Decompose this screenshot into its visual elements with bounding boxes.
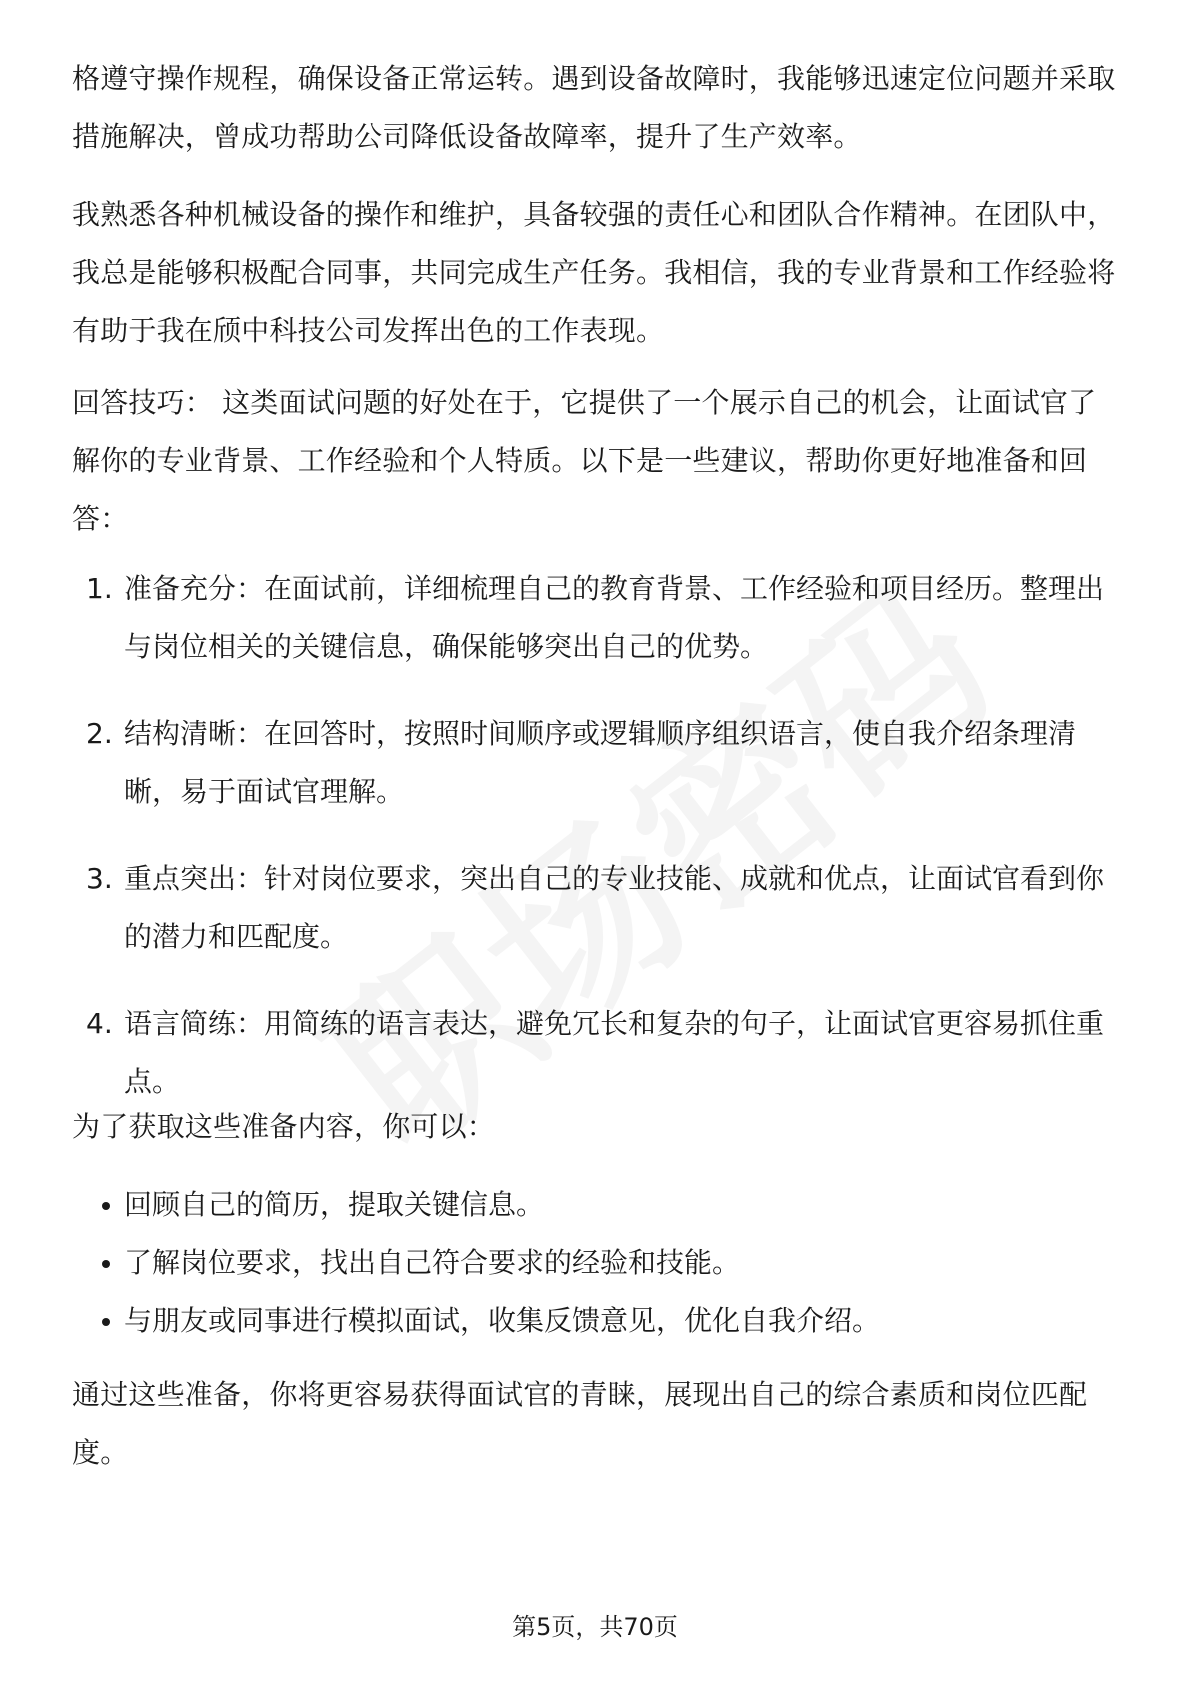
list-number: 2. — [86, 717, 113, 750]
list-number: 3. — [86, 862, 113, 895]
prep-intro: 为了获取这些准备内容，你可以： — [72, 1110, 496, 1143]
list-item-text: 与朋友或同事进行模拟面试，收集反馈意见，优化自我介绍。 — [124, 1304, 881, 1337]
paragraph-intro: 格遵守操作规程，确保设备正常运转。遇到设备故障时，我能够迅速定位问题并采取措施解决，曾成功帮助公司降低设备故障率，提升了生产效率。 — [72, 62, 1116, 153]
list-item-text: 了解岗位要求，找出自己符合要求的经验和技能。 — [124, 1246, 741, 1279]
bullet-icon — [102, 1202, 110, 1210]
list-item-text: 语言简练：用简练的语言表达，避免冗长和复杂的句子，让面试官更容易抓住重点。 — [124, 1007, 1105, 1098]
list-item — [72, 1176, 1122, 1234]
list-item-text: 回顾自己的简历，提取关键信息。 — [124, 1188, 545, 1221]
list-item — [72, 560, 1122, 676]
bullet-icon — [102, 1318, 110, 1326]
list-item-text: 结构清晰：在回答时，按照时间顺序或逻辑顺序组织语言，使自我介绍条理清晰，易于面试官理解。 — [124, 717, 1077, 808]
bullet-icon — [102, 1260, 110, 1268]
prep-list — [72, 1176, 1122, 1350]
paragraph-answer-tips: 回答技巧： 这类面试问题的好处在于，它提供了一个展示自己的机会，让面试官了解你的专业背景、工作经验和个人特质。以下是一些建议，帮助你更好地准备和回答： — [72, 386, 1097, 535]
list-item — [72, 850, 1122, 966]
tips-list — [72, 560, 1122, 1140]
paragraph-skills: 我熟悉各种机械设备的操作和维护，具备较强的责任心和团队合作精神。在团队中，我总是能够积极配合同事，共同完成生产任务。我相信，我的专业背景和工作经验将有助于我在颀中科技公司发挥出色的工作表现。 — [72, 198, 1116, 347]
list-number: 4. — [86, 1007, 113, 1040]
list-item-text: 准备充分：在面试前，详细梳理自己的教育背景、工作经验和项目经历。整理出与岗位相关的关键信息，确保能够突出自己的优势。 — [124, 572, 1105, 663]
list-number: 1. — [86, 572, 113, 605]
paragraph-conclusion: 通过这些准备，你将更容易获得面试官的青睐，展现出自己的综合素质和岗位匹配度。 — [72, 1378, 1088, 1469]
list-item — [72, 995, 1122, 1111]
list-item-text: 重点突出：针对岗位要求，突出自己的专业技能、成就和优点，让面试官看到你的潜力和匹配度。 — [124, 862, 1105, 953]
page-number: 第5页，共70页 — [512, 1613, 678, 1641]
list-item — [72, 705, 1122, 821]
list-item — [72, 1292, 1122, 1350]
list-item — [72, 1234, 1122, 1292]
